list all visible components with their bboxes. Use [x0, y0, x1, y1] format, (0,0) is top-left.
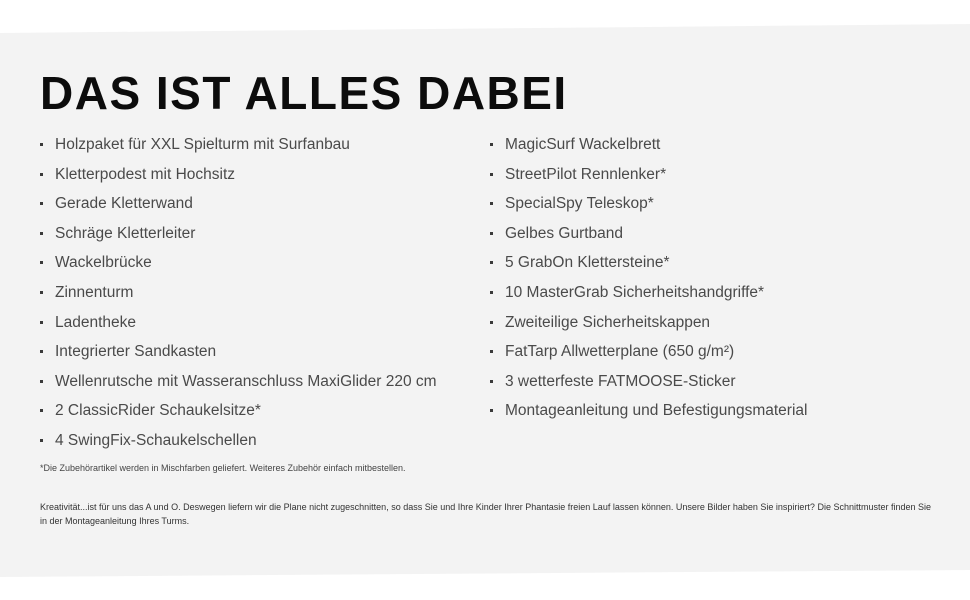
bullet-icon: [40, 409, 43, 412]
list-item-label: 10 MasterGrab Sicherheitshandgriffe*: [505, 283, 765, 301]
list-item: [490, 396, 960, 426]
list-item: [40, 130, 480, 160]
list-item: [40, 396, 480, 426]
list-item: [40, 160, 480, 190]
list-item-label: Montageanleitung und Befestigungsmaterial: [505, 402, 808, 420]
list-item-label: SpecialSpy Teleskop*: [505, 195, 654, 213]
list-item-label: Zweiteilige Sicherheitskappen: [505, 313, 711, 331]
list-item: [490, 248, 960, 278]
bullet-icon: [40, 261, 43, 264]
list-item: [40, 337, 480, 367]
bullet-icon: [490, 232, 493, 235]
bullet-icon: [490, 321, 493, 324]
list-item: [490, 337, 960, 367]
creativity-note: Kreativität...ist für uns das A und O. Deswegen liefern wir die Plane nicht zugeschnitten, so dass Sie und Ihre Kinder Ihrer Phantasie freien Lauf lassen können. Unsere Bilder haben Sie inspiriert? Die Schnittmuster finden Sie in der Montageanleitung Ihres Turms.: [40, 502, 931, 526]
list-item-label: Wackelbrücke: [55, 254, 152, 272]
list-item-label: 3 wetterfeste FATMOOSE-Sticker: [505, 372, 736, 390]
list-item: [40, 367, 480, 397]
bullet-icon: [40, 232, 43, 235]
list-item-label: Schräge Kletterleiter: [55, 224, 196, 242]
list-item: [490, 367, 960, 397]
list-item-label: Zinnenturm: [55, 283, 134, 301]
list-item: [490, 308, 960, 338]
bullet-icon: [490, 291, 493, 294]
list-item-label: FatTarp Allwetterplane (650 g/m²): [505, 343, 735, 361]
list-item: [490, 189, 960, 219]
list-item: [40, 426, 480, 456]
list-item: [490, 278, 960, 308]
list-item-label: Holzpaket für XXL Spielturm mit Surfanbau: [55, 136, 350, 153]
bullet-icon: [40, 321, 43, 324]
bullet-icon: [490, 202, 493, 205]
bullet-icon: [40, 202, 43, 205]
list-item: [40, 308, 480, 338]
list-item: [40, 219, 480, 249]
list-item: [40, 189, 480, 219]
bullet-icon: [490, 380, 493, 383]
list-item: [490, 219, 960, 249]
bullet-icon: [490, 143, 493, 146]
list-item: [40, 248, 480, 278]
bullet-icon: [40, 143, 43, 146]
bullet-icon: [40, 173, 43, 176]
bullet-icon: [490, 261, 493, 264]
bullet-icon: [490, 173, 493, 176]
list-item-label: Wellenrutsche mit Wasseranschluss MaxiGlider 220 cm: [55, 372, 437, 390]
bullet-icon: [40, 439, 43, 442]
list-item-label: Kletterpodest mit Hochsitz: [55, 165, 236, 183]
list-item-label: Gerade Kletterwand: [55, 195, 193, 213]
list-item-label: Gelbes Gurtband: [505, 224, 624, 242]
list-item: [490, 130, 960, 160]
bullet-icon: [40, 291, 43, 294]
list-item-label: 4 SwingFix-Schaukelschellen: [55, 431, 257, 449]
bullet-icon: [490, 350, 493, 353]
list-item: [490, 160, 960, 190]
list-item: [40, 278, 480, 308]
included-items-right: [490, 130, 960, 426]
list-item-label: Integrierter Sandkasten: [55, 343, 217, 361]
page-title: DAS IST ALLES DABEI: [40, 67, 568, 119]
list-item-label: 5 GrabOn Klettersteine*: [505, 254, 670, 272]
bullet-icon: [40, 380, 43, 383]
accessory-footnote: *Die Zubehörartikel werden in Mischfarben geliefert. Weiteres Zubehör einfach mitbestellen.: [40, 463, 406, 473]
included-items-left: [40, 130, 480, 456]
bullet-icon: [40, 350, 43, 353]
list-item-label: MagicSurf Wackelbrett: [505, 136, 661, 153]
list-item-label: 2 ClassicRider Schaukelsitze*: [55, 402, 261, 420]
list-item-label: Ladentheke: [55, 313, 137, 331]
list-item-label: StreetPilot Rennlenker*: [505, 165, 667, 183]
bullet-icon: [490, 409, 493, 412]
